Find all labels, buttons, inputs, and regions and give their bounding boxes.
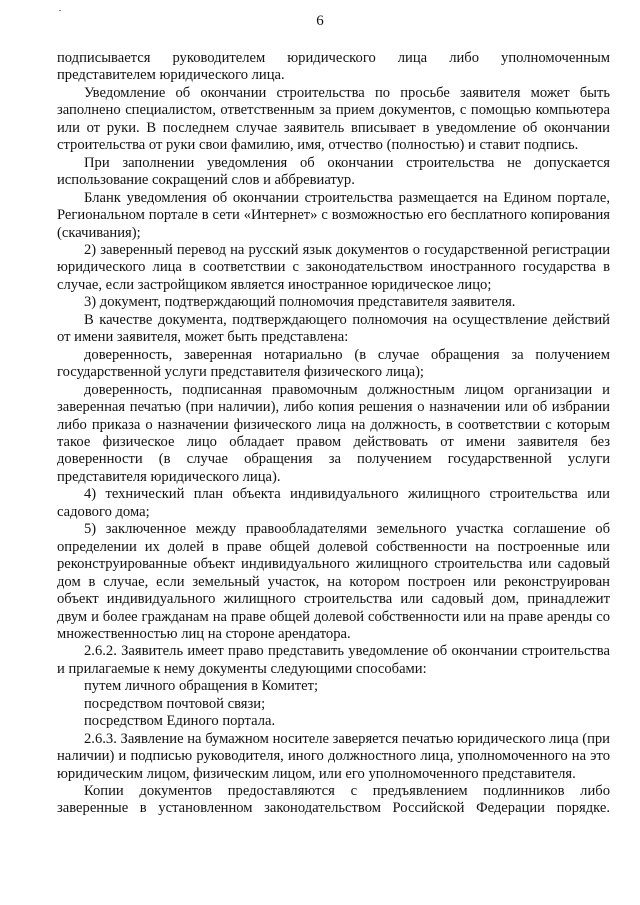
paragraph: 2.6.2. Заявитель имеет право представить уведомление об окончании строительства и прилагаемые к нему документы следующими способами: <box>57 643 610 677</box>
paragraph: 3) документ, подтверждающий полномочия представителя заявителя. <box>84 294 516 311</box>
paragraph: При заполнении уведомления об окончании строительства не допускается использование сокращений слов и аббревиатур. <box>57 154 610 189</box>
paragraph: доверенность, подписанная правомочным должностным лицом организации и заверенная печатью (при наличии), либо копия решения о назначении или об избрании либо приказа о назначении физического лица на должность, в соответствии с которым такое физическое лицо обладает правом действовать от имени заявителя без доверенности (в случае обращения за получением государственной услуги представителя юридического лица). <box>57 381 610 485</box>
paragraph: 5) заключенное между правообладателями земельного участка соглашение об определении их долей в праве общей долевой собственности на построенные или реконструированные объект индивидуального жилищного строительства или садовый дом в случае, если земельный участок, на котором построен или реконструирован объект индивидуального жилищного строительства или садовый дом, принадлежит двум и более гражданам на праве общей долевой собственности или на праве аренды со множественностью лиц на стороне арендатора. <box>57 521 610 642</box>
paragraph: посредством Единого портала. <box>84 713 276 730</box>
paragraph: Копии документов предоставляются с предъявлением подлинников либо заверенные в установленном законодательством Российской Федерации порядке. <box>57 783 610 817</box>
paragraph: доверенность, заверенная нотариально (в случае обращения за получением государственной услуги представителя физического лица); <box>57 346 610 381</box>
paragraph: подписывается руководителем юридического лица либо уполномоченным представителем юридического лица. <box>57 50 610 84</box>
scan-mark <box>59 10 61 11</box>
paragraph: 2) заверенный перевод на русский язык документов о государственной регистрации юридического лица в соответствии с законодательством иностранного государства в случае, если застройщиком является иностранное юридическое лицо; <box>57 241 610 293</box>
paragraph: путем личного обращения в Комитет; <box>84 678 319 695</box>
document-body <box>57 50 610 818</box>
paragraph: 4) технический план объекта индивидуального жилищного строительства или садового дома; <box>57 486 610 520</box>
paragraph: Бланк уведомления об окончании строительства размещается на Едином портале, Региональном портале в сети «Интернет» с возможностью его бесплатного копирования (скачивания); <box>57 189 610 241</box>
page-number: 6 <box>316 13 324 29</box>
paragraph: В качестве документа, подтверждающего полномочия на осуществление действий от имени заявителя, может быть представлена: <box>57 311 610 346</box>
paragraph: Уведомление об окончании строительства по просьбе заявителя может быть заполнено специалистом, ответственным за прием документов, с помощью компьютера или от руки. В последнем случае заявитель вписывает в уведомление об окончании строительства от руки свои фамилию, имя, отчество (полностью) и ставит подпись. <box>57 84 610 154</box>
paragraph: 2.6.3. Заявление на бумажном носителе заверяется печатью юридического лица (при наличии) и подписью руководителя, иного должностного лица, уполномоченного на это юридическим лицом, физическим лицом, или его уполномоченного представителя. <box>57 730 610 782</box>
paragraph: посредством почтовой связи; <box>84 695 266 712</box>
